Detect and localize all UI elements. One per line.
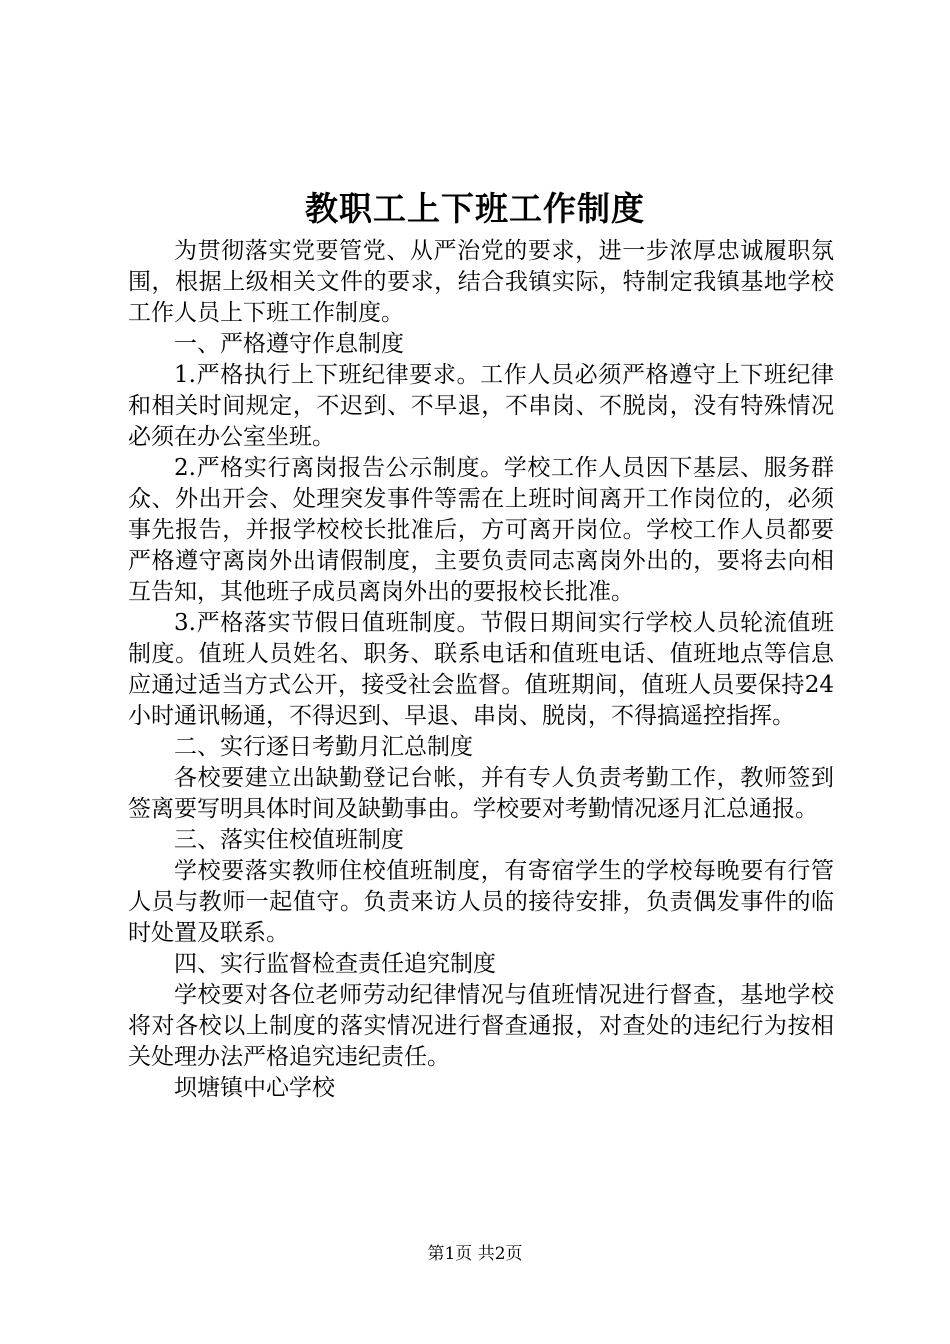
document-body — [128, 236, 834, 1104]
section-1-item-2: 2.严格实行离岗报告公示制度。学校工作人员因下基层、服务群众、外出开会、处理突发事件等需在上班时间离开工作岗位的，必须事先报告，并报学校校长批准后，方可离开岗位。学校工作人员都要严格遵守离岗外出请假制度，主要负责同志离岗外出的，要将去向相互告知，其他班子成员离岗外出的要报校长批准。 — [128, 455, 834, 605]
section-heading-2: 二、实行逐日考勤月汇总制度 — [174, 734, 473, 760]
section-heading-3: 三、落实住校值班制度 — [174, 827, 404, 853]
section-heading-4: 四、实行监督检查责任追究制度 — [174, 951, 496, 977]
section-4-paragraph: 学校要对各位老师劳动纪律情况与值班情况进行督查，基地学校将对各校以上制度的落实情况进行督查通报，对查处的违纪行为按相关处理办法严格追究违纪责任。 — [128, 982, 834, 1070]
page-number-footer: 第1页 共2页 — [427, 1244, 523, 1264]
document-title: 教职工上下班工作制度 — [305, 189, 645, 228]
section-3-paragraph: 学校要落实教师住校值班制度，有寄宿学生的学校每晚要有行管人员与教师一起值守。负责来访人员的接待安排，负责偶发事件的临时处置及联系。 — [128, 858, 834, 946]
section-1-item-1: 1.严格执行上下班纪律要求。工作人员必须严格遵守上下班纪律和相关时间规定，不迟到、不早退，不串岗、不脱岗，没有特殊情况必须在办公室坐班。 — [128, 362, 834, 450]
section-1-item-3: 3.严格落实节假日值班制度。节假日期间实行学校人员轮流值班制度。值班人员姓名、职务、联系电话和值班电话、值班地点等信息应通过适当方式公开，接受社会监督。值班期间，值班人员要保持24小时通讯畅通，不得迟到、早退、串岗、脱岗，不得搞遥控指挥。 — [128, 610, 834, 729]
issuer-signature: 坝塘镇中心学校 — [174, 1075, 335, 1101]
intro-paragraph: 为贯彻落实党要管党、从严治党的要求，进一步浓厚忠诚履职氛围，根据上级相关文件的要求，结合我镇实际，特制定我镇基地学校工作人员上下班工作制度。 — [128, 238, 834, 326]
section-heading-1: 一、严格遵守作息制度 — [174, 331, 404, 357]
section-2-paragraph: 各校要建立出缺勤登记台帐，并有专人负责考勤工作，教师签到签离要写明具体时间及缺勤事由。学校要对考勤情况逐月汇总通报。 — [128, 765, 834, 822]
